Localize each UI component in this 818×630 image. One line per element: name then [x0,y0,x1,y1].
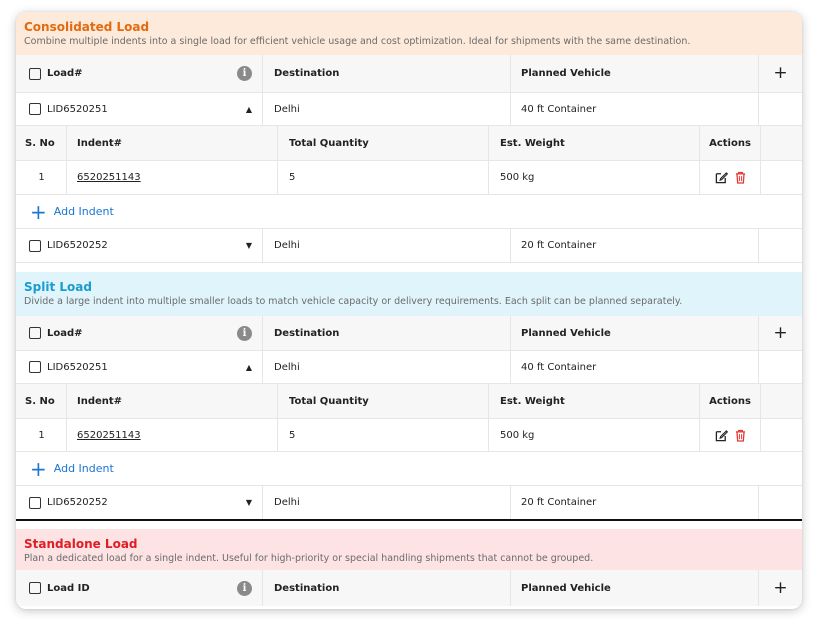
info-icon[interactable]: i [237,581,252,596]
consolidated-load-title: Consolidated Load [24,20,150,34]
delete-icon[interactable] [735,171,746,184]
indent-column-header: Indent# [67,126,278,160]
split-table-header [16,316,802,351]
load-id: LID6520251 [47,103,108,115]
quantity-value: 5 [278,419,489,451]
sno-column-header: S. No [16,384,67,418]
indent-table-header [16,126,802,161]
vehicle-column-header: Planned Vehicle [511,316,759,350]
plus-icon[interactable]: + [773,63,788,83]
vehicle-value: 20 ft Container [511,229,759,262]
plus-icon: + [30,456,47,481]
indent-row [16,419,802,452]
load-column-header: Load# [47,68,83,79]
destination-column-header: Destination [263,55,511,92]
load-row[interactable] [16,486,802,519]
load-row[interactable] [16,351,802,384]
caret-up-icon[interactable]: ▲ [245,104,252,114]
standalone-load-title: Standalone Load [24,537,138,551]
caret-down-icon[interactable]: ▼ [245,498,252,507]
consolidated-load-description: Combine multiple indents into a single load for efficient vehicle usage and cost optimization. Ideal for shipments with the same destination. [24,36,691,47]
indent-link[interactable]: 6520251143 [77,429,141,441]
actions-column-header: Actions [700,384,761,418]
vehicle-column-header: Planned Vehicle [511,570,759,606]
info-icon[interactable]: i [237,66,252,81]
info-icon[interactable]: i [237,326,252,341]
destination-value: Delhi [263,486,511,519]
actions-column-header: Actions [700,126,761,160]
standalone-table-header [16,570,802,606]
weight-column-header: Est. Weight [489,126,700,160]
indent-column-header: Indent# [67,384,278,418]
row-checkbox[interactable] [29,103,41,115]
destination-value: Delhi [263,229,511,262]
caret-down-icon[interactable]: ▼ [245,241,252,250]
destination-value: Delhi [263,93,511,125]
row-checkbox[interactable] [29,361,41,373]
quantity-value: 5 [278,161,489,194]
vehicle-value: 40 ft Container [511,351,759,383]
add-indent-button[interactable] [16,195,802,229]
standalone-load-header [16,529,802,570]
destination-column-header: Destination [263,570,511,606]
quantity-column-header: Total Quantity [278,384,489,418]
sno-value: 1 [38,172,45,183]
load-planning-card [16,12,802,609]
load-column-header: Load# [47,327,83,339]
load-row[interactable] [16,93,802,126]
weight-column-header: Est. Weight [489,384,700,418]
caret-up-icon[interactable]: ▲ [245,362,252,372]
vehicle-value: 40 ft Container [511,93,759,125]
load-id-column-header: Load ID [47,582,90,594]
load-id: LID6520251 [47,361,108,373]
weight-value: 500 kg [489,161,700,194]
sno-value: 1 [38,429,45,441]
quantity-column-header: Total Quantity [278,126,489,160]
row-checkbox[interactable] [29,497,41,509]
split-load-description: Divide a large indent into multiple smaller loads to match vehicle capacity or delivery requirements. Each split can be planned separately. [24,296,683,307]
edit-icon[interactable] [715,429,728,442]
add-indent-label: Add Indent [53,205,114,218]
vehicle-value: 20 ft Container [511,486,759,519]
split-load-header [16,272,802,316]
load-id: LID6520252 [47,240,108,251]
add-indent-button[interactable] [16,452,802,486]
consolidated-load-header [16,12,802,55]
load-row[interactable] [16,229,802,263]
destination-value: Delhi [263,351,511,383]
select-all-checkbox[interactable] [29,68,41,80]
row-checkbox[interactable] [29,240,41,252]
edit-icon[interactable] [715,171,728,184]
delete-icon[interactable] [735,429,746,442]
destination-column-header: Destination [263,316,511,350]
consolidated-table-header [16,55,802,93]
indent-row [16,161,802,195]
sno-column-header: S. No [16,126,67,160]
add-indent-label: Add Indent [53,462,114,475]
load-id: LID6520252 [47,497,108,508]
plus-icon: + [30,199,47,224]
indent-link[interactable]: 6520251143 [77,172,141,183]
vehicle-column-header: Planned Vehicle [511,55,759,92]
indent-table-header [16,384,802,419]
standalone-load-description: Plan a dedicated load for a single indent. Useful for high-priority or special handling shipments that cannot be grouped. [24,553,594,564]
plus-icon[interactable]: + [773,322,788,343]
weight-value: 500 kg [489,419,700,451]
split-load-title: Split Load [24,280,92,294]
select-all-checkbox[interactable] [29,327,41,339]
select-all-checkbox[interactable] [29,582,41,594]
plus-icon[interactable]: + [773,577,788,598]
